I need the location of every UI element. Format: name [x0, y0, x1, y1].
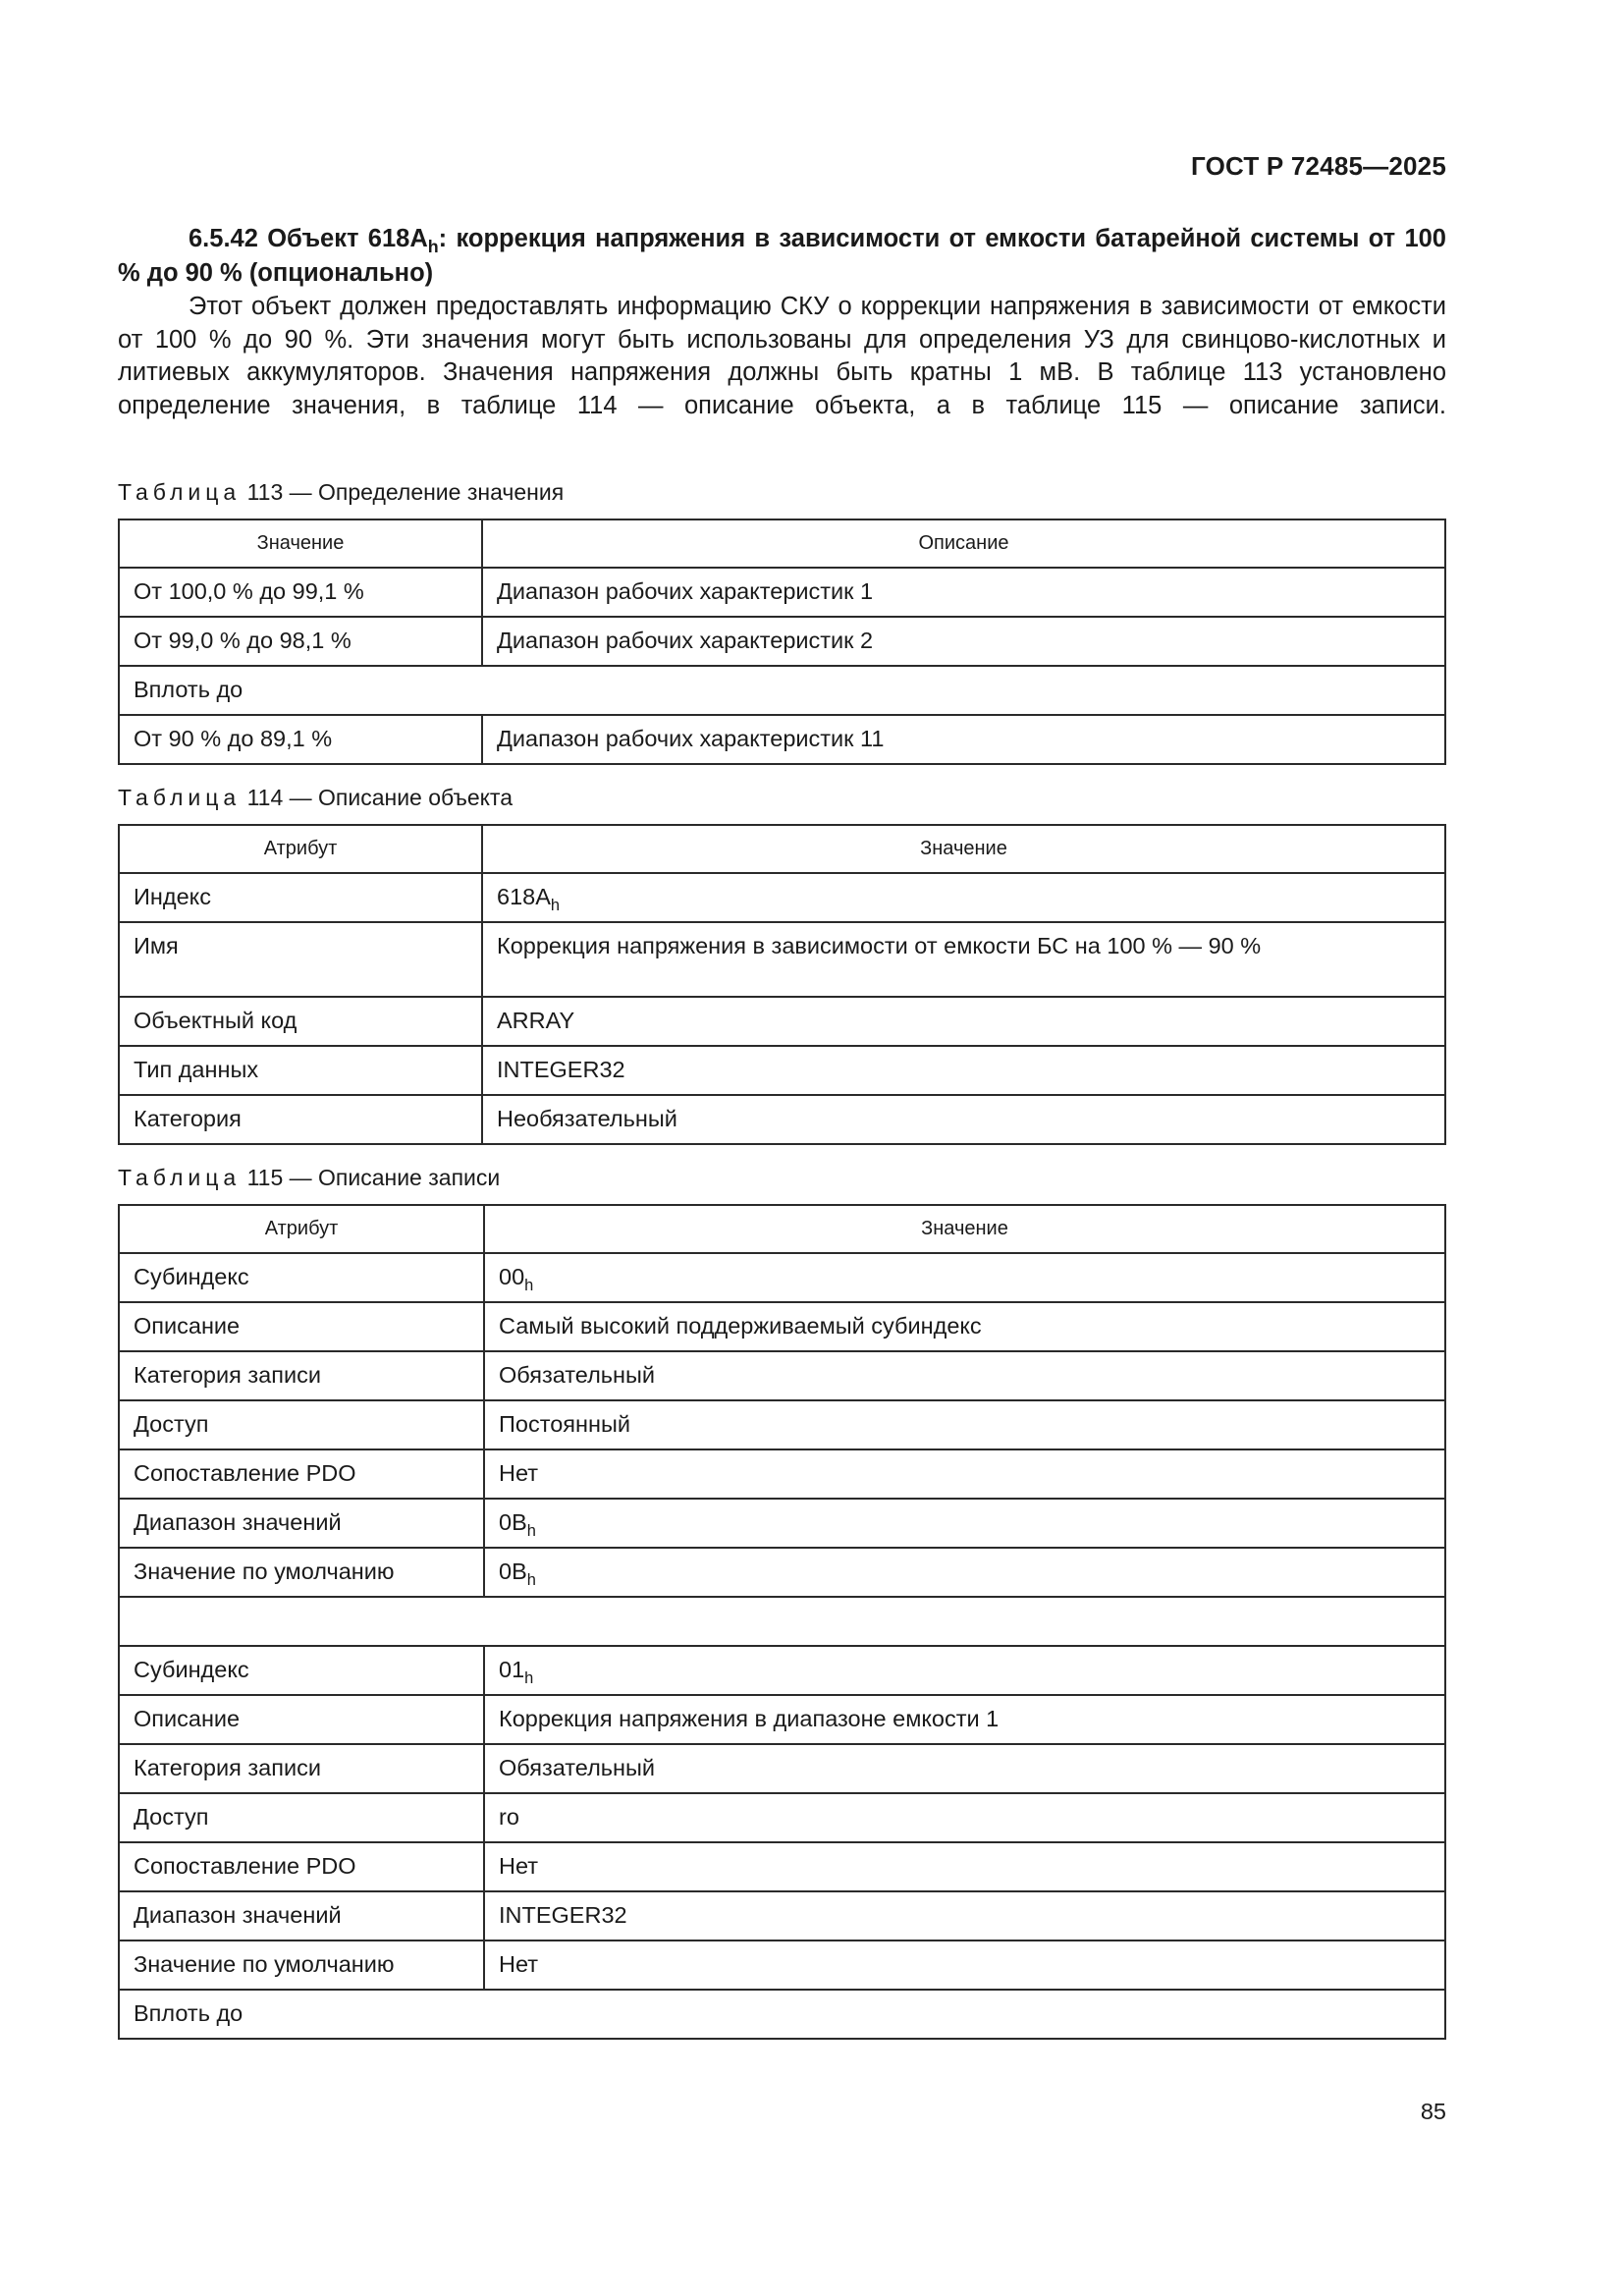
document-code: ГОСТ Р 72485—2025 — [1191, 151, 1446, 181]
table-row — [119, 1695, 1445, 1744]
value-text: 0B — [499, 1509, 527, 1535]
section-heading — [118, 222, 1446, 291]
table-header: Значение — [482, 825, 1445, 873]
table-cell-value: Коррекция напряжения в диапазоне емкости 1 — [484, 1695, 1445, 1744]
table-cell-attribute: Значение по умолчанию — [119, 1941, 484, 1990]
table-cell-value — [484, 1253, 1445, 1302]
table-row — [119, 1253, 1445, 1302]
table-113-caption — [118, 477, 1446, 507]
table-115 — [118, 1204, 1446, 2040]
table-header: Описание — [482, 519, 1445, 568]
heading-subscript: h — [427, 237, 439, 256]
table-cell-attribute: Категория записи — [119, 1351, 484, 1400]
table-row — [119, 1548, 1445, 1597]
table-cell-value: Коррекция напряжения в зависимости от емкости БС на 100 % — 90 % — [482, 922, 1445, 997]
table-cell-value — [484, 1548, 1445, 1597]
table-cell-attribute: Субиндекс — [119, 1253, 484, 1302]
table-cell-value: Нет — [484, 1449, 1445, 1499]
value-subscript: h — [526, 1522, 536, 1540]
table-cell-attribute: Значение по умолчанию — [119, 1548, 484, 1597]
table-row — [119, 666, 1445, 715]
table-cell-attribute: Категория — [119, 1095, 482, 1144]
table-row — [119, 568, 1445, 617]
table-cell-attribute: Описание — [119, 1302, 484, 1351]
value-text: 0B — [499, 1558, 527, 1584]
table-cell-value: INTEGER32 — [484, 1891, 1445, 1941]
table-cell-value: Обязательный — [484, 1744, 1445, 1793]
table-header: Атрибут — [119, 1205, 484, 1253]
table-cell-attribute: Имя — [119, 922, 482, 997]
table-114 — [118, 824, 1446, 1145]
table-cell-value — [482, 873, 1445, 922]
table-cell-attribute: Описание — [119, 1695, 484, 1744]
table-cell-value: Нет — [484, 1941, 1445, 1990]
table-113 — [118, 519, 1446, 765]
table-cell-merged: Вплоть до — [119, 666, 1445, 715]
table-row — [119, 997, 1445, 1046]
table-row — [119, 1941, 1445, 1990]
table-cell-attribute: Диапазон значений — [119, 1891, 484, 1941]
table-row — [119, 1499, 1445, 1548]
table-row — [119, 617, 1445, 666]
table-cell-attribute: Диапазон значений — [119, 1499, 484, 1548]
table-cell-value: Диапазон рабочих характеристик 2 — [482, 617, 1445, 666]
table-cell-value — [484, 1646, 1445, 1695]
table-row — [119, 1351, 1445, 1400]
value-text: 01 — [499, 1657, 525, 1682]
caption-text: 113 — Определение значения — [241, 478, 565, 505]
table-row — [119, 1793, 1445, 1842]
page-number: 85 — [1420, 2099, 1446, 2124]
table-header: Значение — [119, 519, 482, 568]
table-cell-attribute: Индекс — [119, 873, 482, 922]
table-cell-attribute: Сопоставление PDO — [119, 1842, 484, 1891]
table-cell-value: Нет — [484, 1842, 1445, 1891]
table-cell-value: Постоянный — [484, 1400, 1445, 1449]
table-cell-attribute: Объектный код — [119, 997, 482, 1046]
page-content — [118, 222, 1446, 2040]
value-text: 618A — [497, 884, 551, 909]
table-cell-value: Самый высокий поддерживаемый субиндекс — [484, 1302, 1445, 1351]
section-paragraph: Этот объект должен предоставлять информацию СКУ о коррекции напряжения в зависимости от емкости от 100 % до 90 %. Эти значения могут быть использованы для определения УЗ для свинцово-кислотных и литиевых аккумуляторов. Значения напряжения должны быть кратны 1 мВ. В таблице 113 установлено определение значения, в таблице 114 — описание объекта, а в таблице 115 — описание записи. — [118, 293, 1446, 419]
table-cell-value: Диапазон рабочих характеристик 11 — [482, 715, 1445, 764]
table-cell-value: Диапазон рабочих характеристик 1 — [482, 568, 1445, 617]
heading-text-rest: : коррекция напряжения в зависимости от емкости батарейной системы от 100 % до 90 % (опционально) — [118, 225, 1446, 287]
table-cell-value: ro — [484, 1793, 1445, 1842]
caption-word: Таблица — [118, 478, 242, 505]
table-cell-value — [484, 1499, 1445, 1548]
table-row — [119, 1046, 1445, 1095]
table-row — [119, 1842, 1445, 1891]
heading-text: 6.5.42 Объект 618A — [189, 225, 428, 252]
table-cell-attribute: От 100,0 % до 99,1 % — [119, 568, 482, 617]
table-row — [119, 1990, 1445, 2039]
table-cell-attribute: Доступ — [119, 1793, 484, 1842]
table-header: Атрибут — [119, 825, 482, 873]
table-row — [119, 873, 1445, 922]
table-cell-merged: Вплоть до — [119, 1990, 1445, 2039]
table-cell-attribute: От 90 % до 89,1 % — [119, 715, 482, 764]
value-subscript: h — [524, 1669, 534, 1687]
caption-text: 115 — Описание записи — [241, 1164, 501, 1190]
table-cell-attribute: Доступ — [119, 1400, 484, 1449]
table-header: Значение — [484, 1205, 1445, 1253]
value-subscript: h — [526, 1571, 536, 1589]
table-cell-merged — [119, 1597, 1445, 1646]
value-subscript: h — [524, 1277, 534, 1294]
table-row — [119, 715, 1445, 764]
table-row — [119, 1095, 1445, 1144]
table-cell-value: ARRAY — [482, 997, 1445, 1046]
table-row — [119, 1597, 1445, 1646]
table-row — [119, 1891, 1445, 1941]
table-cell-attribute: Субиндекс — [119, 1646, 484, 1695]
value-subscript: h — [550, 897, 561, 914]
table-114-caption — [118, 783, 1446, 812]
table-row — [119, 1400, 1445, 1449]
table-cell-value: INTEGER32 — [482, 1046, 1445, 1095]
value-text: 00 — [499, 1264, 525, 1289]
table-row — [119, 1646, 1445, 1695]
table-cell-attribute: От 99,0 % до 98,1 % — [119, 617, 482, 666]
caption-word: Таблица — [118, 784, 242, 810]
table-cell-value: Обязательный — [484, 1351, 1445, 1400]
table-cell-attribute: Категория записи — [119, 1744, 484, 1793]
table-row — [119, 922, 1445, 997]
caption-word: Таблица — [118, 1164, 242, 1190]
caption-text: 114 — Описание объекта — [241, 784, 513, 810]
table-cell-attribute: Сопоставление PDO — [119, 1449, 484, 1499]
table-row — [119, 1302, 1445, 1351]
table-cell-value: Необязательный — [482, 1095, 1445, 1144]
table-row — [119, 1744, 1445, 1793]
table-row — [119, 1449, 1445, 1499]
table-115-caption — [118, 1163, 1446, 1192]
table-cell-attribute: Тип данных — [119, 1046, 482, 1095]
